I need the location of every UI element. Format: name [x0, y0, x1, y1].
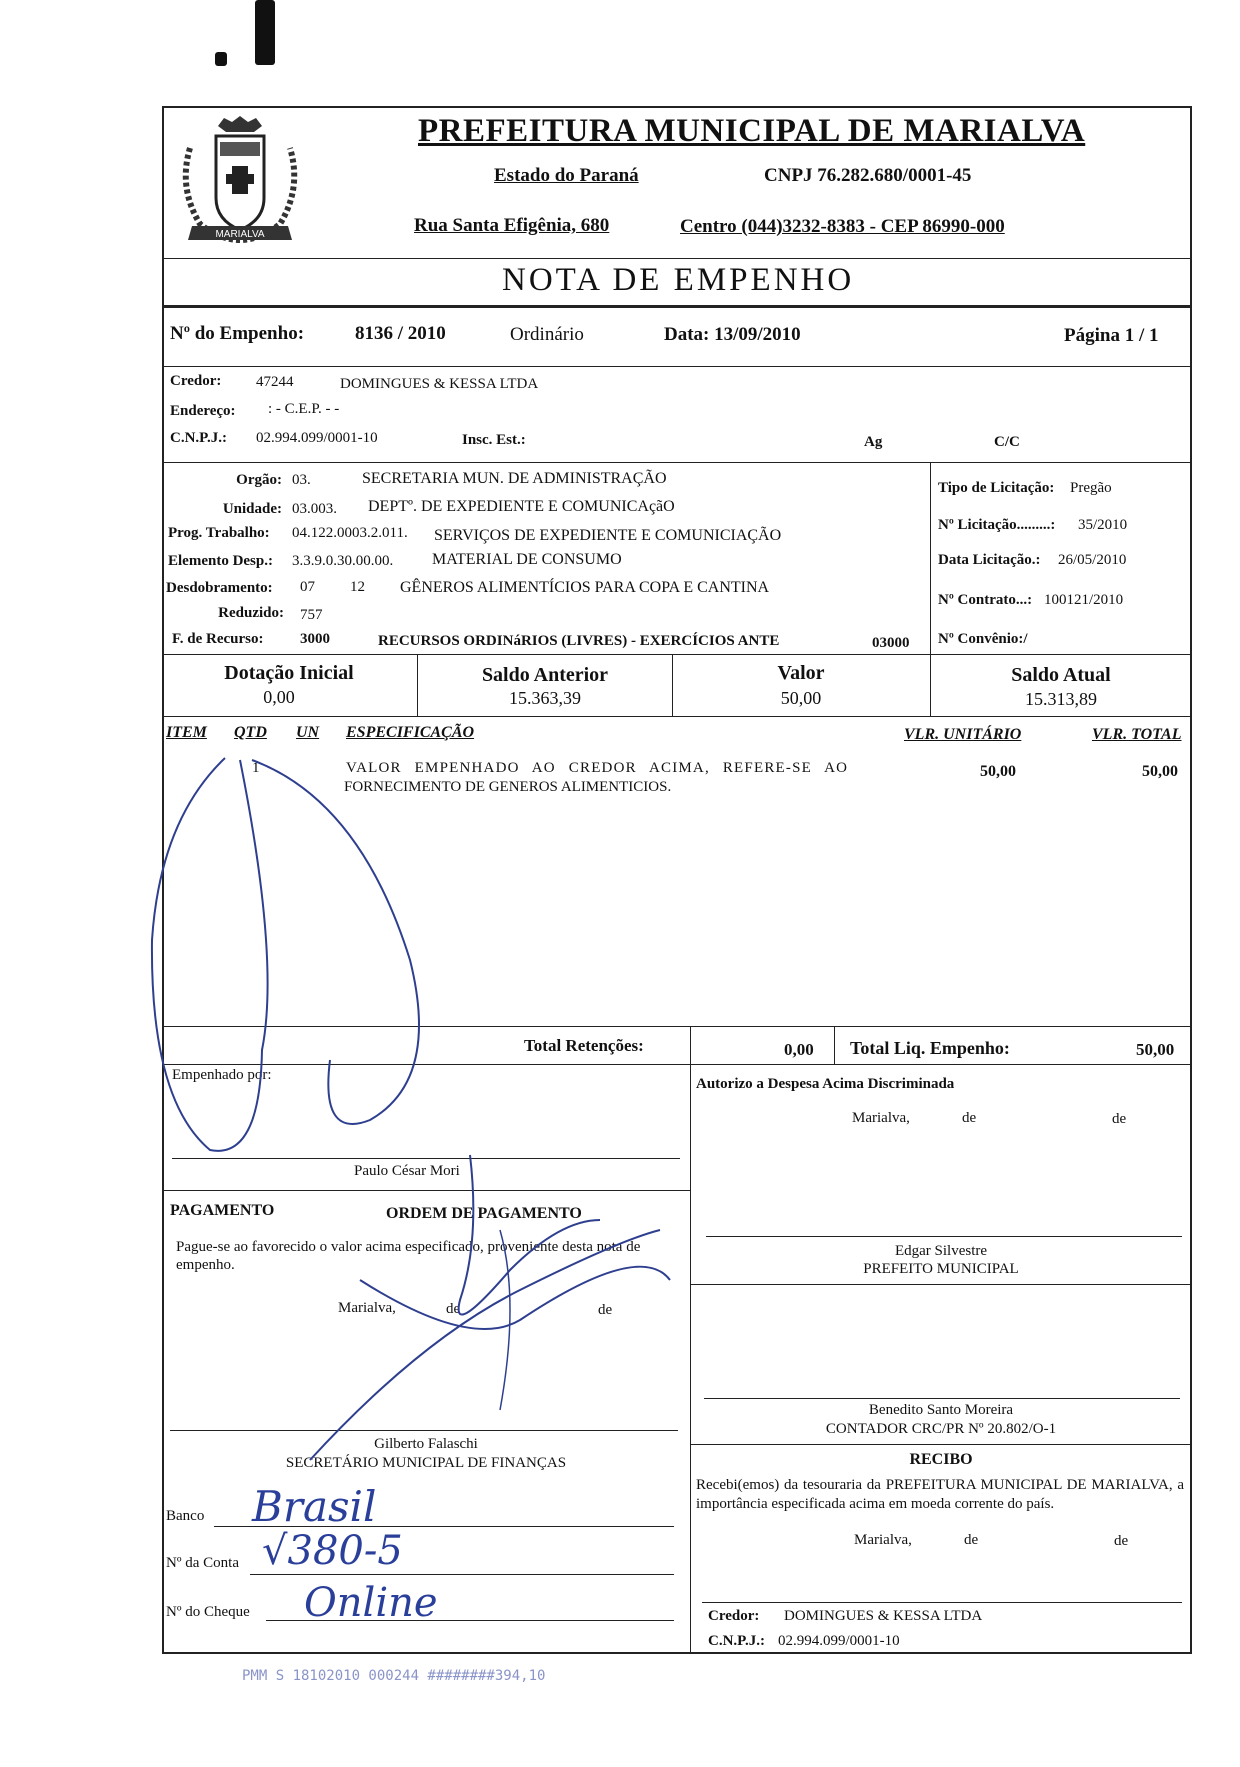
empenho-label: Nº do Empenho:: [170, 323, 305, 344]
recurso-value: RECURSOS ORDINáRIOS (LIVRES) - EXERCÍCIOS ANTE: [378, 633, 780, 649]
prog-code: 04.122.0003.2.011.: [292, 525, 408, 541]
cnpj-value: 02.994.099/0001-10: [256, 430, 378, 446]
reduzido-value: 757: [300, 607, 323, 623]
header-cnpj: CNPJ 76.282.680/0001-45: [764, 165, 972, 186]
endereco-value: : - C.E.P. - -: [268, 401, 340, 417]
convenio-label: Nº Convênio:/: [938, 631, 1028, 647]
col-un: UN: [296, 724, 320, 741]
header-contact: Centro (044)3232-8383 - CEP 86990-000: [680, 216, 1005, 237]
orgao-value: SECRETARIA MUN. DE ADMINISTRAÇÃO: [362, 470, 667, 487]
insc-label: Insc. Est.:: [462, 432, 526, 448]
recibo-credor-name: DOMINGUES & KESSA LTDA: [784, 1608, 983, 1624]
col-especificacao: ESPECIFICAÇÃO: [346, 724, 475, 741]
prefeito-role: PREFEITO MUNICIPAL: [863, 1261, 1019, 1277]
pagamento-label: PAGAMENTO: [170, 1202, 275, 1219]
autorizo-local: Marialva,: [852, 1110, 910, 1126]
contador-role: CONTADOR CRC/PR Nº 20.802/O-1: [825, 1421, 1057, 1437]
saldo-anterior-label: Saldo Anterior: [481, 664, 609, 686]
header-title: PREFEITURA MUNICIPAL DE MARIALVA: [418, 113, 1086, 149]
unidade-value: DEPTº. DE EXPEDIENTE E COMUNICAçãO: [368, 498, 675, 515]
recurso-code: 3000: [300, 631, 330, 647]
empenhado-name: Paulo César Mori: [354, 1163, 460, 1179]
endereco-label: Endereço:: [170, 403, 236, 419]
cc-label: C/C: [994, 434, 1020, 450]
recibo-de1: de: [964, 1532, 979, 1548]
item-qtd: 1: [252, 760, 260, 776]
recibo-de2: de: [1114, 1533, 1129, 1549]
contrato-value: 100121/2010: [1044, 592, 1124, 608]
num-licitacao-label: Nº Licitação.........:: [938, 517, 1056, 533]
data-licitacao-value: 26/05/2010: [1058, 552, 1127, 568]
col-vlr-unitario: VLR. UNITÁRIO: [904, 726, 1022, 743]
ag-label: Ag: [864, 434, 883, 450]
desdob-value: GÊNEROS ALIMENTÍCIOS PARA COPA E CANTINA: [400, 579, 770, 596]
recibo-cnpj: 02.994.099/0001-10: [778, 1633, 900, 1649]
credor-code: 47244: [256, 374, 294, 390]
data-licitacao-label: Data Licitação.:: [938, 552, 1041, 568]
retencoes-label: Total Retenções:: [524, 1036, 644, 1055]
valor-value: 50,00: [780, 688, 822, 708]
credor-label: Credor:: [170, 373, 222, 389]
col-item: ITEM: [166, 724, 207, 741]
liquido-value: 50,00: [1136, 1040, 1175, 1059]
empenho-date: Data: 13/09/2010: [664, 324, 801, 345]
prog-value: SERVIÇOS DE EXPEDIENTE E COMUNICIAÇÃO: [434, 527, 782, 544]
reduzido-label: Reduzido:: [218, 605, 284, 621]
autorizo-de1: de: [962, 1110, 977, 1126]
recibo-local: Marialva,: [854, 1532, 912, 1548]
cnpj-label: C.N.P.J.:: [170, 430, 227, 446]
item-vlr-total: 50,00: [1142, 763, 1178, 780]
empenho-type: Ordinário: [510, 324, 584, 345]
banco-handwritten: Brasil: [252, 1482, 377, 1531]
pagamento-local: Marialva,: [338, 1300, 396, 1316]
orgao-code: 03.: [292, 472, 311, 488]
orgao-label: Orgão:: [236, 472, 282, 488]
retencoes-value: 0,00: [784, 1040, 814, 1059]
dotacao-value: 0,00: [263, 687, 295, 707]
desdob-a: 07: [300, 579, 315, 595]
autorizo-label: Autorizo a Despesa Acima Discriminada: [696, 1076, 955, 1092]
recibo-credor-label: Credor:: [708, 1608, 760, 1624]
contador-name: Benedito Santo Moreira: [868, 1402, 1014, 1418]
item-desc-line2: FORNECIMENTO DE GENEROS ALIMENTICIOS.: [344, 779, 672, 795]
crest-label: MARIALVA: [215, 229, 265, 240]
valor-label: Valor: [777, 662, 825, 684]
recibo-text: Recebi(emos) da tesouraria da PREFEITURA MUNICIPAL DE MARIALVA, a importância especificada acima em moeda corrente do país.: [696, 1477, 1184, 1512]
elemento-value: MATERIAL DE CONSUMO: [432, 551, 622, 568]
recurso-label: F. de Recurso:: [172, 631, 264, 647]
tipo-licitacao-label: Tipo de Licitação:: [938, 480, 1055, 496]
desdob-label: Desdobramento:: [166, 580, 273, 596]
recibo-cnpj-label: C.N.P.J.:: [708, 1633, 765, 1649]
header-state: Estado do Paraná: [494, 165, 639, 186]
elemento-code: 3.3.9.0.30.00.00.: [292, 553, 394, 569]
desdob-b: 12: [350, 579, 365, 595]
unidade-code: 03.003.: [292, 501, 337, 517]
pagamento-de1: de: [446, 1301, 461, 1317]
recibo-title: RECIBO: [909, 1451, 973, 1468]
secretario-role: SECRETÁRIO MUNICIPAL DE FINANÇAS: [285, 1455, 567, 1471]
prefeito-name: Edgar Silvestre: [894, 1243, 988, 1259]
empenhado-label: Empenhado por:: [172, 1067, 272, 1083]
autorizo-de2: de: [1112, 1111, 1127, 1127]
tipo-licitacao-value: Pregão: [1070, 480, 1112, 496]
prog-label: Prog. Trabalho:: [168, 525, 270, 541]
dotacao-label: Dotação Inicial: [224, 662, 354, 684]
saldo-atual-value: 15.313,89: [1025, 689, 1097, 709]
doc-title: NOTA DE EMPENHO: [502, 262, 855, 298]
pagamento-de2: de: [598, 1302, 613, 1318]
col-qtd: QTD: [234, 724, 267, 741]
ordem-label: ORDEM DE PAGAMENTO: [386, 1205, 582, 1222]
cheque-label: Nº do Cheque: [166, 1604, 250, 1620]
item-desc-line1: VALOR EMPENHADO AO CREDOR ACIMA, REFERE-SE AO: [346, 760, 849, 776]
page-number: Página 1 / 1: [1064, 325, 1159, 346]
unidade-label: Unidade:: [222, 501, 282, 517]
contrato-label: Nº Contrato...:: [938, 592, 1033, 608]
pague-text: Pague-se ao favorecido o valor acima especificado, proveniente desta nota de empenho.: [176, 1239, 641, 1273]
empenho-number: 8136 / 2010: [355, 323, 446, 344]
banco-label: Banco: [166, 1508, 205, 1524]
cheque-handwritten: Online: [304, 1580, 438, 1626]
item-vlr-unitario: 50,00: [980, 763, 1016, 780]
recurso-code2: 03000: [872, 635, 910, 651]
num-licitacao-value: 35/2010: [1078, 517, 1128, 533]
liquido-label: Total Liq. Empenho:: [850, 1038, 1010, 1058]
footer-stamp: PMM S 18102010 000244 ########394,10: [242, 1668, 546, 1684]
saldo-anterior-value: 15.363,39: [509, 688, 581, 708]
conta-label: Nº da Conta: [166, 1555, 239, 1571]
credor-name: DOMINGUES & KESSA LTDA: [340, 376, 539, 392]
header-address: Rua Santa Efigênia, 680: [414, 215, 610, 236]
col-vlr-total: VLR. TOTAL: [1092, 726, 1182, 743]
secretario-name: Gilberto Falaschi: [374, 1436, 478, 1452]
elemento-label: Elemento Desp.:: [168, 553, 273, 569]
saldo-atual-label: Saldo Atual: [1011, 664, 1111, 686]
conta-handwritten: √380-5: [262, 1528, 403, 1574]
